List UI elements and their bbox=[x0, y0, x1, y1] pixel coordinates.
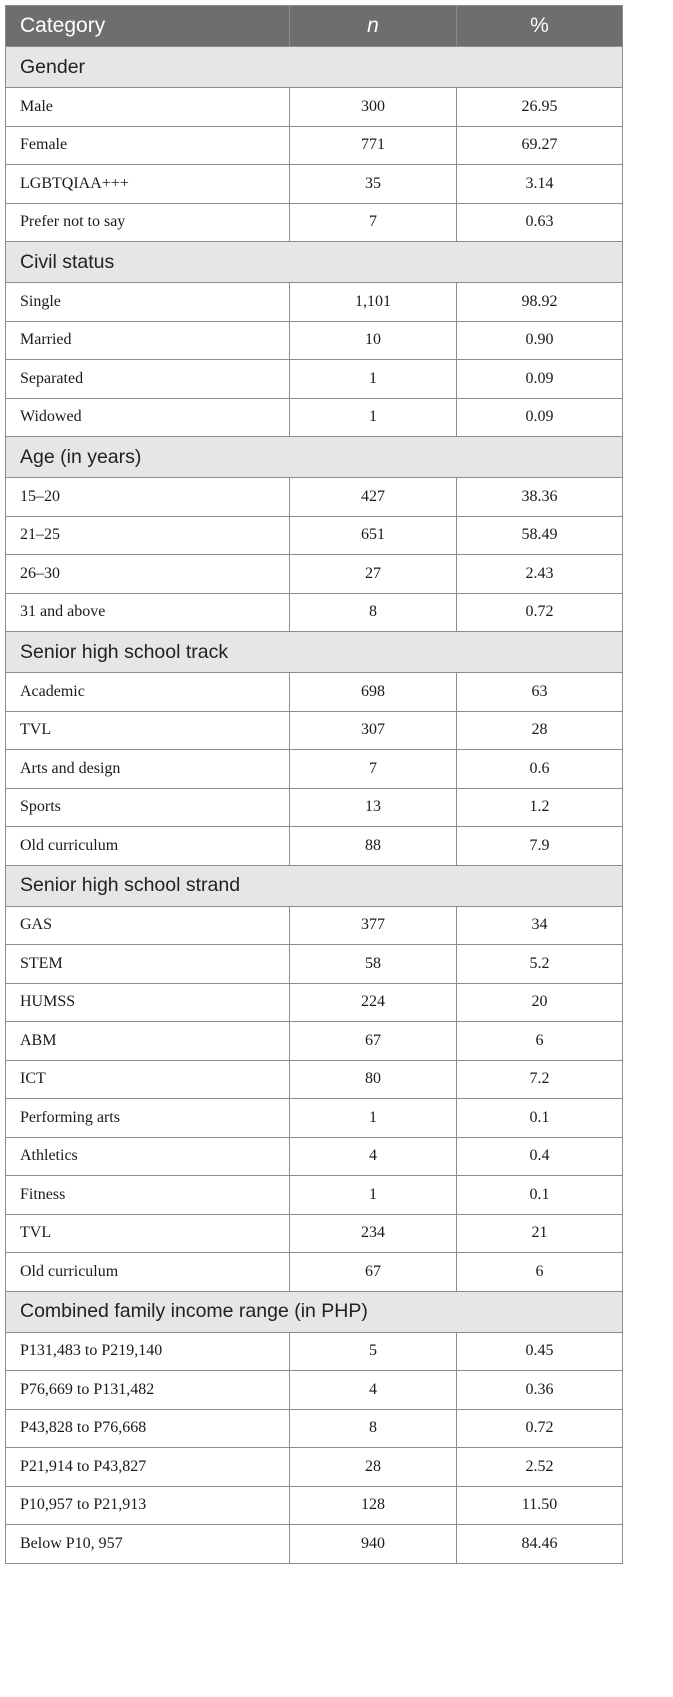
row-n: 128 bbox=[290, 1486, 457, 1525]
row-label: Performing arts bbox=[6, 1099, 290, 1138]
row-n: 698 bbox=[290, 673, 457, 712]
header-category: Category bbox=[6, 6, 290, 47]
row-percent: 6 bbox=[457, 1022, 623, 1061]
row-label: P10,957 to P21,913 bbox=[6, 1486, 290, 1525]
row-label: HUMSS bbox=[6, 983, 290, 1022]
row-percent: 28 bbox=[457, 711, 623, 750]
row-label: Separated bbox=[6, 360, 290, 399]
row-label: GAS bbox=[6, 906, 290, 945]
row-n: 651 bbox=[290, 516, 457, 555]
row-n: 7 bbox=[290, 750, 457, 789]
section-title: Combined family income range (in PHP) bbox=[6, 1291, 623, 1332]
row-n: 58 bbox=[290, 945, 457, 984]
row-label: P131,483 to P219,140 bbox=[6, 1332, 290, 1371]
row-n: 4 bbox=[290, 1371, 457, 1410]
row-label: Sports bbox=[6, 788, 290, 827]
row-label: LGBTQIAA+++ bbox=[6, 165, 290, 204]
row-percent: 63 bbox=[457, 673, 623, 712]
row-percent: 38.36 bbox=[457, 478, 623, 517]
row-percent: 0.90 bbox=[457, 321, 623, 360]
table-row bbox=[6, 711, 623, 750]
section-header-row bbox=[6, 1291, 623, 1332]
row-percent: 0.4 bbox=[457, 1137, 623, 1176]
row-n: 4 bbox=[290, 1137, 457, 1176]
table-row bbox=[6, 788, 623, 827]
table-row bbox=[6, 750, 623, 789]
row-percent: 7.9 bbox=[457, 827, 623, 866]
row-percent: 2.52 bbox=[457, 1448, 623, 1487]
row-n: 8 bbox=[290, 593, 457, 632]
row-label: TVL bbox=[6, 711, 290, 750]
row-n: 377 bbox=[290, 906, 457, 945]
row-n: 5 bbox=[290, 1332, 457, 1371]
row-n: 1 bbox=[290, 1099, 457, 1138]
table-row bbox=[6, 88, 623, 127]
row-n: 35 bbox=[290, 165, 457, 204]
section-header-row bbox=[6, 865, 623, 906]
section-header-row bbox=[6, 632, 623, 673]
table-row bbox=[6, 165, 623, 204]
table-row bbox=[6, 478, 623, 517]
row-label: Widowed bbox=[6, 398, 290, 437]
table-row bbox=[6, 1448, 623, 1487]
section-title: Gender bbox=[6, 47, 623, 88]
table-row bbox=[6, 321, 623, 360]
row-n: 1,101 bbox=[290, 283, 457, 322]
row-n: 307 bbox=[290, 711, 457, 750]
row-label: Old curriculum bbox=[6, 827, 290, 866]
table-row bbox=[6, 906, 623, 945]
demographics-table-container bbox=[5, 5, 622, 1564]
header-n: n bbox=[290, 6, 457, 47]
header-percent: % bbox=[457, 6, 623, 47]
table-row bbox=[6, 1176, 623, 1215]
row-percent: 0.72 bbox=[457, 593, 623, 632]
table-row bbox=[6, 983, 623, 1022]
table-row bbox=[6, 398, 623, 437]
row-label: Arts and design bbox=[6, 750, 290, 789]
header-row bbox=[6, 6, 623, 47]
table-row bbox=[6, 1060, 623, 1099]
row-n: 67 bbox=[290, 1253, 457, 1292]
row-percent: 20 bbox=[457, 983, 623, 1022]
row-percent: 0.6 bbox=[457, 750, 623, 789]
row-label: Female bbox=[6, 126, 290, 165]
row-label: 31 and above bbox=[6, 593, 290, 632]
row-percent: 3.14 bbox=[457, 165, 623, 204]
table-row bbox=[6, 1137, 623, 1176]
section-header-row bbox=[6, 437, 623, 478]
row-percent: 0.1 bbox=[457, 1099, 623, 1138]
row-label: Male bbox=[6, 88, 290, 127]
table-row bbox=[6, 593, 623, 632]
row-percent: 7.2 bbox=[457, 1060, 623, 1099]
table-row bbox=[6, 1214, 623, 1253]
table-row bbox=[6, 1253, 623, 1292]
row-percent: 34 bbox=[457, 906, 623, 945]
table-row bbox=[6, 673, 623, 712]
row-percent: 1.2 bbox=[457, 788, 623, 827]
row-n: 940 bbox=[290, 1525, 457, 1564]
row-label: ICT bbox=[6, 1060, 290, 1099]
row-percent: 26.95 bbox=[457, 88, 623, 127]
section-title: Age (in years) bbox=[6, 437, 623, 478]
row-n: 13 bbox=[290, 788, 457, 827]
table-row bbox=[6, 1332, 623, 1371]
table-row bbox=[6, 945, 623, 984]
row-n: 771 bbox=[290, 126, 457, 165]
row-label: STEM bbox=[6, 945, 290, 984]
row-label: 15–20 bbox=[6, 478, 290, 517]
table-row bbox=[6, 555, 623, 594]
row-n: 1 bbox=[290, 1176, 457, 1215]
row-percent: 5.2 bbox=[457, 945, 623, 984]
row-percent: 98.92 bbox=[457, 283, 623, 322]
row-label: TVL bbox=[6, 1214, 290, 1253]
row-n: 1 bbox=[290, 360, 457, 399]
row-n: 1 bbox=[290, 398, 457, 437]
row-percent: 0.09 bbox=[457, 398, 623, 437]
row-percent: 69.27 bbox=[457, 126, 623, 165]
row-percent: 21 bbox=[457, 1214, 623, 1253]
section-title: Senior high school strand bbox=[6, 865, 623, 906]
row-percent: 0.36 bbox=[457, 1371, 623, 1410]
row-n: 234 bbox=[290, 1214, 457, 1253]
row-n: 27 bbox=[290, 555, 457, 594]
row-label: P43,828 to P76,668 bbox=[6, 1409, 290, 1448]
row-percent: 0.1 bbox=[457, 1176, 623, 1215]
row-n: 67 bbox=[290, 1022, 457, 1061]
table-row bbox=[6, 1409, 623, 1448]
row-label: 21–25 bbox=[6, 516, 290, 555]
demographics-table bbox=[5, 5, 623, 1564]
row-n: 300 bbox=[290, 88, 457, 127]
table-row bbox=[6, 1371, 623, 1410]
row-percent: 84.46 bbox=[457, 1525, 623, 1564]
row-n: 88 bbox=[290, 827, 457, 866]
table-header bbox=[6, 6, 623, 47]
section-header-row bbox=[6, 242, 623, 283]
row-n: 28 bbox=[290, 1448, 457, 1487]
row-percent: 0.63 bbox=[457, 203, 623, 242]
table-row bbox=[6, 516, 623, 555]
row-label: Married bbox=[6, 321, 290, 360]
table-row bbox=[6, 1099, 623, 1138]
table-row bbox=[6, 126, 623, 165]
row-label: Single bbox=[6, 283, 290, 322]
row-n: 8 bbox=[290, 1409, 457, 1448]
row-label: Below P10, 957 bbox=[6, 1525, 290, 1564]
row-n: 7 bbox=[290, 203, 457, 242]
row-label: Fitness bbox=[6, 1176, 290, 1215]
row-label: P21,914 to P43,827 bbox=[6, 1448, 290, 1487]
table-row bbox=[6, 827, 623, 866]
row-label: Old curriculum bbox=[6, 1253, 290, 1292]
section-title: Civil status bbox=[6, 242, 623, 283]
table-row bbox=[6, 360, 623, 399]
row-percent: 0.45 bbox=[457, 1332, 623, 1371]
row-label: ABM bbox=[6, 1022, 290, 1061]
row-n: 10 bbox=[290, 321, 457, 360]
table-row bbox=[6, 1486, 623, 1525]
row-label: Athletics bbox=[6, 1137, 290, 1176]
row-percent: 6 bbox=[457, 1253, 623, 1292]
row-n: 80 bbox=[290, 1060, 457, 1099]
row-percent: 11.50 bbox=[457, 1486, 623, 1525]
table-body bbox=[6, 47, 623, 1564]
table-row bbox=[6, 1022, 623, 1061]
row-label: P76,669 to P131,482 bbox=[6, 1371, 290, 1410]
row-label: Academic bbox=[6, 673, 290, 712]
table-row bbox=[6, 203, 623, 242]
table-row bbox=[6, 1525, 623, 1564]
section-header-row bbox=[6, 47, 623, 88]
row-percent: 2.43 bbox=[457, 555, 623, 594]
row-percent: 0.09 bbox=[457, 360, 623, 399]
row-label: 26–30 bbox=[6, 555, 290, 594]
row-n: 224 bbox=[290, 983, 457, 1022]
row-percent: 58.49 bbox=[457, 516, 623, 555]
row-n: 427 bbox=[290, 478, 457, 517]
row-percent: 0.72 bbox=[457, 1409, 623, 1448]
row-label: Prefer not to say bbox=[6, 203, 290, 242]
section-title: Senior high school track bbox=[6, 632, 623, 673]
table-row bbox=[6, 283, 623, 322]
